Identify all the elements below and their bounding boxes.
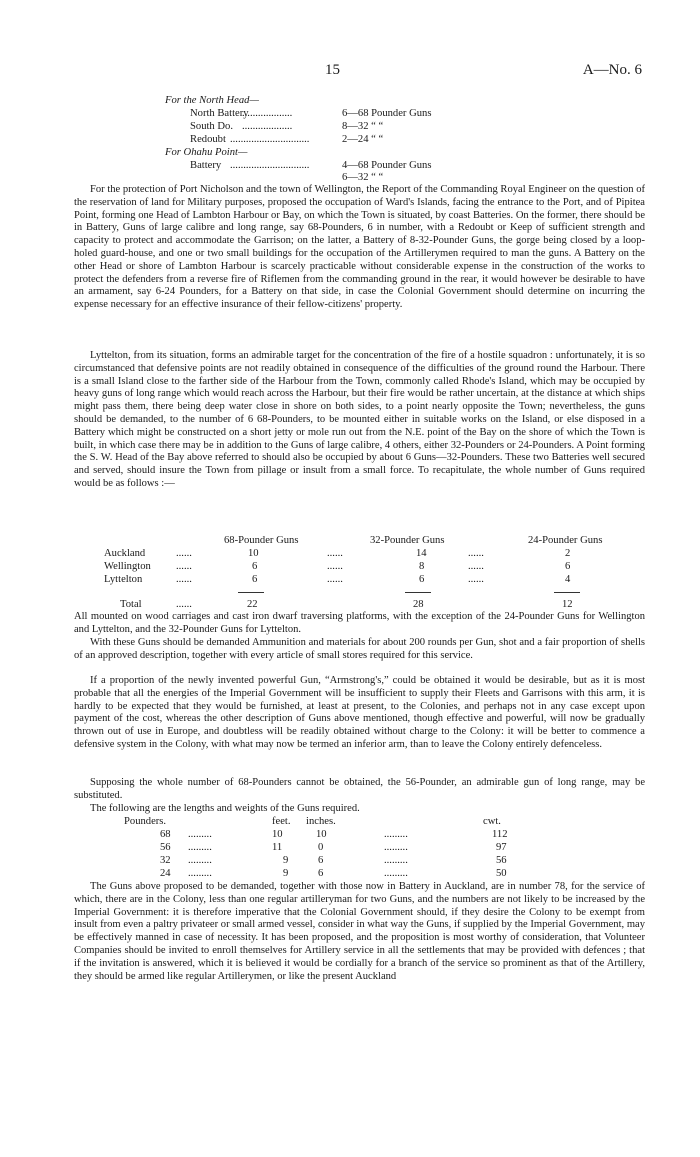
paragraph-volunteer-artillery: The Guns above proposed to be demanded, together with those now in Battery in Auckland, are in number 78, for the service of which, there are in the Colony, less than one regular artilleryman for two Guns, and the numbers are not likely to be increased by the Imperial Government: it is therefore imperative that the Colonial Government should, if they desire the Colony to be exempt from insult from even a paltry privateer or small armed vessel, consider in what way the Guns, if supplied by the Imperial Government, may be effectively manned in case of necessity. It has been proposed, and the proposition is most worthy of consideration, that Volunteer Companies should be invited to enroll themselves for Artillery service in all the settlements that may be provided with defences ; that if the invitation is answered, which it is believed it would be cordially for a branch of the service so prominent as that of the Artillery, they should be armed like regular Artillerymen, or like the present Auckland (74, 881, 645, 982)
count-32: 8 (419, 561, 425, 572)
paragraph-armstrong: If a proportion of the newly invented powerful Gun, “Armstrong's,” could be obtained it would be desirable, but as it is most probable that all the energies of the Imperial Government will be insufficient to supply their Fleets and Garrisons with this arm, it is hardly to be expected that they would be furnished, at least at present, to the Colonies, and perhaps not in any case except upon payment of the cost, whereas the other description of Guns above mentioned, though effective and powerful, will now be gradually thrown out of use in Europe, and doubtless will be readily obtained without charge to the Colony: it will be better to commence a defensive system in the Colony, with what may now be termed an inferior arm, than to leave the Colony entirely defenceless. (74, 675, 645, 750)
battery-name: South Do. (190, 121, 233, 132)
battery-name: Battery (190, 160, 222, 171)
total-24: 12 (562, 599, 573, 610)
inches-value: 6 (318, 855, 324, 866)
leader-dots: ...... (327, 561, 343, 572)
leader-dots: .............................. (230, 134, 310, 145)
column-header-24: 24-Pounder Guns (528, 535, 603, 546)
feet-value: 9 (283, 855, 289, 866)
feet-value: 9 (283, 868, 289, 879)
leader-dots: ......... (188, 868, 212, 879)
pounders-value: 24 (160, 868, 171, 879)
leader-dots: ...... (176, 574, 192, 585)
cwt-value: 50 (496, 868, 507, 879)
cwt-value: 97 (496, 842, 507, 853)
total-rule-24 (554, 592, 580, 593)
feet-value: 11 (272, 842, 283, 853)
battery-spec: 4—68 Pounder Guns (342, 160, 432, 171)
count-68: 10 (248, 548, 259, 559)
leader-dots: ......... (188, 855, 212, 866)
inches-value: 0 (318, 842, 324, 853)
leader-dots: ...... (176, 561, 192, 572)
count-24: 2 (565, 548, 571, 559)
place-name: Wellington (104, 561, 151, 572)
paragraph-mounting: All mounted on wood carriages and cast iron dwarf traversing platforms, with the exception of the 24-Pounder Guns for Wellington and Lyttelton, and the 32-Pounder Guns for Lyttelton. (74, 611, 645, 635)
leader-dots: ......... (188, 829, 212, 840)
north-head-heading: For the North Head— (165, 95, 259, 106)
inches-value: 6 (318, 868, 324, 879)
inches-value: 10 (316, 829, 327, 840)
count-68: 6 (252, 574, 258, 585)
leader-dots: ...... (176, 599, 192, 610)
total-68: 22 (247, 599, 258, 610)
total-label: Total (120, 599, 142, 610)
ohahu-point-heading: For Ohahu Point— (165, 147, 248, 158)
feet-value: 10 (272, 829, 283, 840)
column-header-32: 32-Pounder Guns (370, 535, 445, 546)
battery-spec: 8—32 “ “ (342, 121, 384, 132)
total-rule-32 (405, 592, 431, 593)
column-header-inches: inches. (306, 816, 336, 827)
leader-dots: ...... (468, 561, 484, 572)
cwt-value: 56 (496, 855, 507, 866)
total-32: 28 (413, 599, 424, 610)
pounders-value: 56 (160, 842, 171, 853)
battery-spec: 6—32 “ “ (342, 172, 384, 183)
place-name: Lyttelton (104, 574, 143, 585)
cwt-value: 112 (492, 829, 508, 840)
column-header-pounders: Pounders. (124, 816, 167, 827)
pounders-value: 68 (160, 829, 171, 840)
place-name: Auckland (104, 548, 146, 559)
leader-dots: ......... (384, 829, 408, 840)
count-24: 6 (565, 561, 571, 572)
paragraph-port-nicholson: For the protection of Port Nicholson and the town of Wellington, the Report of the Commanding Royal Engineer on the question of the reservation of land for Military purposes, proposed the occupation of Ward's Islands, facing the entrance to the Port, and of Pipitea Point, forming one Head of Lambton Harbour or Bay, on which the Town is situated, by coast Batteries. On the former, there should be in Battery, Guns of large calibre and long range, say 68-Pounders, 6 in number, with a Redoubt or Keep of sufficient strength and capacity to protect and accommodate the Garrison; on the latter, a Battery of 8-32-Pounder Guns, the gorge being closed by a loop-holed guard-house, and one or two small buildings for the occupation of the Artillerymen required to man the guns. A Battery on the other Head or shore of Lambton Harbour is scarcely practicable without considerable expense in the construction of the works to protect the defenders from a reverse fire of Riflemen from the commanding ground in the rear, it would however be desirable to have an armament, say 6-24 Pounders, for a Battery on that side, in case the Colonial Government should determine on incurring the expense necessary for an effective insurance of their fellow-citizens' property. (74, 184, 645, 311)
leader-dots: ...... (468, 548, 484, 559)
battery-spec: 6—68 Pounder Guns (342, 108, 432, 119)
count-32: 6 (419, 574, 425, 585)
leader-dots: ...... (327, 574, 343, 585)
count-32: 14 (416, 548, 427, 559)
page-number: 15 (325, 62, 340, 78)
leader-dots: ...... (176, 548, 192, 559)
leader-dots: .............................. (230, 160, 310, 171)
leader-dots: ...... (327, 548, 343, 559)
leader-dots: ......... (384, 855, 408, 866)
battery-name: Redoubt (190, 134, 226, 145)
column-header-cwt: cwt. (483, 816, 501, 827)
leader-dots: ................... (242, 108, 293, 119)
battery-spec: 2—24 “ “ (342, 134, 384, 145)
leader-dots: ................... (242, 121, 293, 132)
count-68: 6 (252, 561, 258, 572)
column-header-feet: feet. (272, 816, 291, 827)
paragraph-lengths-intro: The following are the lengths and weights of the Guns required. (90, 803, 360, 814)
pounders-value: 32 (160, 855, 171, 866)
battery-name: North Battery (190, 108, 249, 119)
leader-dots: ...... (468, 574, 484, 585)
column-header-68: 68-Pounder Guns (224, 535, 299, 546)
paragraph-ammunition: With these Guns should be demanded Ammunition and materials for about 200 rounds per Gun, shot and a fair proportion of shells of an approved description, together with every article of small stores required for this service. (74, 637, 645, 661)
document-reference: A—No. 6 (582, 62, 642, 78)
count-24: 4 (565, 574, 571, 585)
leader-dots: ......... (384, 842, 408, 853)
paragraph-substitution: Supposing the whole number of 68-Pounders cannot be obtained, the 56-Pounder, an admirable gun of long range, may be substituted. (74, 777, 645, 801)
leader-dots: ......... (188, 842, 212, 853)
total-rule-68 (238, 592, 264, 593)
paragraph-lyttelton: Lyttelton, from its situation, forms an admirable target for the concentration of the fire of a hostile squadron : unfortunately, it is so circumstanced that defensive points are not readily obtained in consequence of the difficulties of the ground round the Harbour. There is a small Island close to the farther side of the Harbour from the Town, commonly called Rhode's Island, which may be occupied by heavy guns of long range which would reach across the Harbour, but their fire would be rather uncertain, at the distance at which ships might pass them, there being deep water close in shore on both sides, to a point nearly opposite the Town; nevertheless, the guns should be demanded, to the number of 6 68-Pounders, to be mounted either in suitable works on the Island, or else disposed in a Battery which might be constructed on a short jetty or mole run out from the N.E. point of the Bay on the shore of which the Town is built, in which case there may be in addition to the Guns of large calibre, 4 others, either 32-Pounders or 24-Pounders. A Point forming the S. W. Head of the Bay above referred to should also be occupied by about 6 Guns—32-Pounders. These two Batteries well secured and served, should insure the Town from pillage or insult from a small force. To recapitulate, the whole number of Guns required would be as follows :— (74, 350, 645, 489)
leader-dots: ......... (384, 868, 408, 879)
page-header (0, 62, 700, 80)
